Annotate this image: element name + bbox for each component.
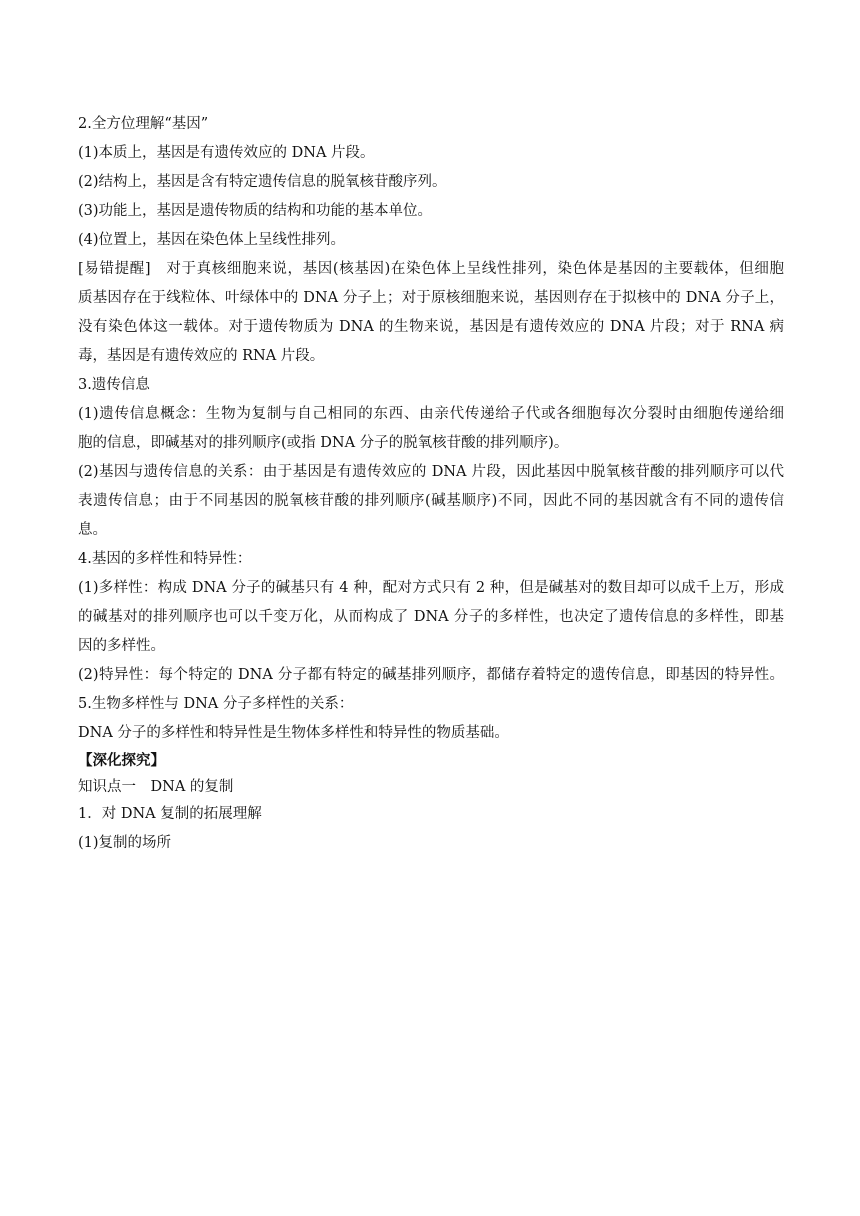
paragraph-line: (1)遗传信息概念：生物为复制与自己相同的东西、由亲代传递给子代或各细胞每次分裂时由细胞传递给细: [78, 406, 784, 422]
paragraph-line: (2)基因与遗传信息的关系：由于基因是有遗传效应的 DNA 片段，因此基因中脱氧核苷酸的排列顺序可以代: [78, 464, 784, 480]
paragraph-line: 毒，基因是有遗传效应的 RNA 片段。: [78, 348, 325, 364]
paragraph-line: 1．对 DNA 复制的拓展理解: [78, 806, 262, 822]
section-heading-deep-explore: 【深化探究】: [78, 752, 165, 769]
paragraph-line: (3)功能上，基因是遗传物质的结构和功能的基本单位。: [78, 203, 433, 219]
paragraph-line: 因的多样性。: [78, 638, 165, 654]
paragraph-line: (2)结构上，基因是含有特定遗传信息的脱氧核苷酸序列。: [78, 174, 447, 190]
paragraph-line: 表遗传信息；由于不同基因的脱氧核苷酸的排列顺序(碱基顺序)不同，因此不同的基因就含有不同的遗传信: [78, 493, 784, 509]
paragraph-line: 的碱基对的排列顺序也可以千变万化，从而构成了 DNA 分子的多样性，也决定了遗传信息的多样性，即基: [78, 609, 784, 625]
section-heading-gene: 2.全方位理解“基因”: [78, 116, 209, 132]
paragraph-line: (4)位置上，基因在染色体上呈线性排列。: [78, 232, 346, 248]
section-heading-genetic-info: 3.遗传信息: [78, 377, 150, 393]
paragraph-line: (1)多样性：构成 DNA 分子的碱基只有 4 种，配对方式只有 2 种，但是碱基对的数目却可以成千上万，形成: [78, 580, 784, 596]
paragraph-line: (2)特异性：每个特定的 DNA 分子都有特定的碱基排列顺序，都储存着特定的遗传信息，即基因的特异性。: [78, 667, 784, 683]
section-heading-diversity: 4.基因的多样性和特异性：: [78, 551, 252, 567]
paragraph-line: 没有染色体这一载体。对于遗传物质为 DNA 的生物来说，基因是有遗传效应的 DNA 片段；对于 RNA 病: [78, 319, 784, 335]
section-heading-biodiversity: 5.生物多样性与 DNA 分子多样性的关系：: [78, 696, 354, 712]
knowledge-point-heading: 知识点一 DNA 的复制: [78, 779, 234, 795]
paragraph-line: 胞的信息，即碱基对的排列顺序(或指 DNA 分子的脱氧核苷酸的排列顺序)。: [78, 435, 569, 451]
paragraph-line: 息。: [78, 522, 107, 538]
document-body: [78, 110, 784, 858]
paragraph-line: DNA 分子的多样性和特异性是生物体多样性和特异性的物质基础。: [78, 725, 509, 741]
paragraph-line: (1)复制的场所: [78, 835, 172, 851]
error-reminder-line: [易错提醒] 对于真核细胞来说，基因(核基因)在染色体上呈线性排列，染色体是基因的主要载体，但细胞: [78, 261, 784, 277]
paragraph-line: (1)本质上，基因是有遗传效应的 DNA 片段。: [78, 145, 375, 161]
paragraph-line: 质基因存在于线粒体、叶绿体中的 DNA 分子上；对于原核细胞来说，基因则存在于拟核中的 DNA 分子上，: [78, 290, 784, 306]
